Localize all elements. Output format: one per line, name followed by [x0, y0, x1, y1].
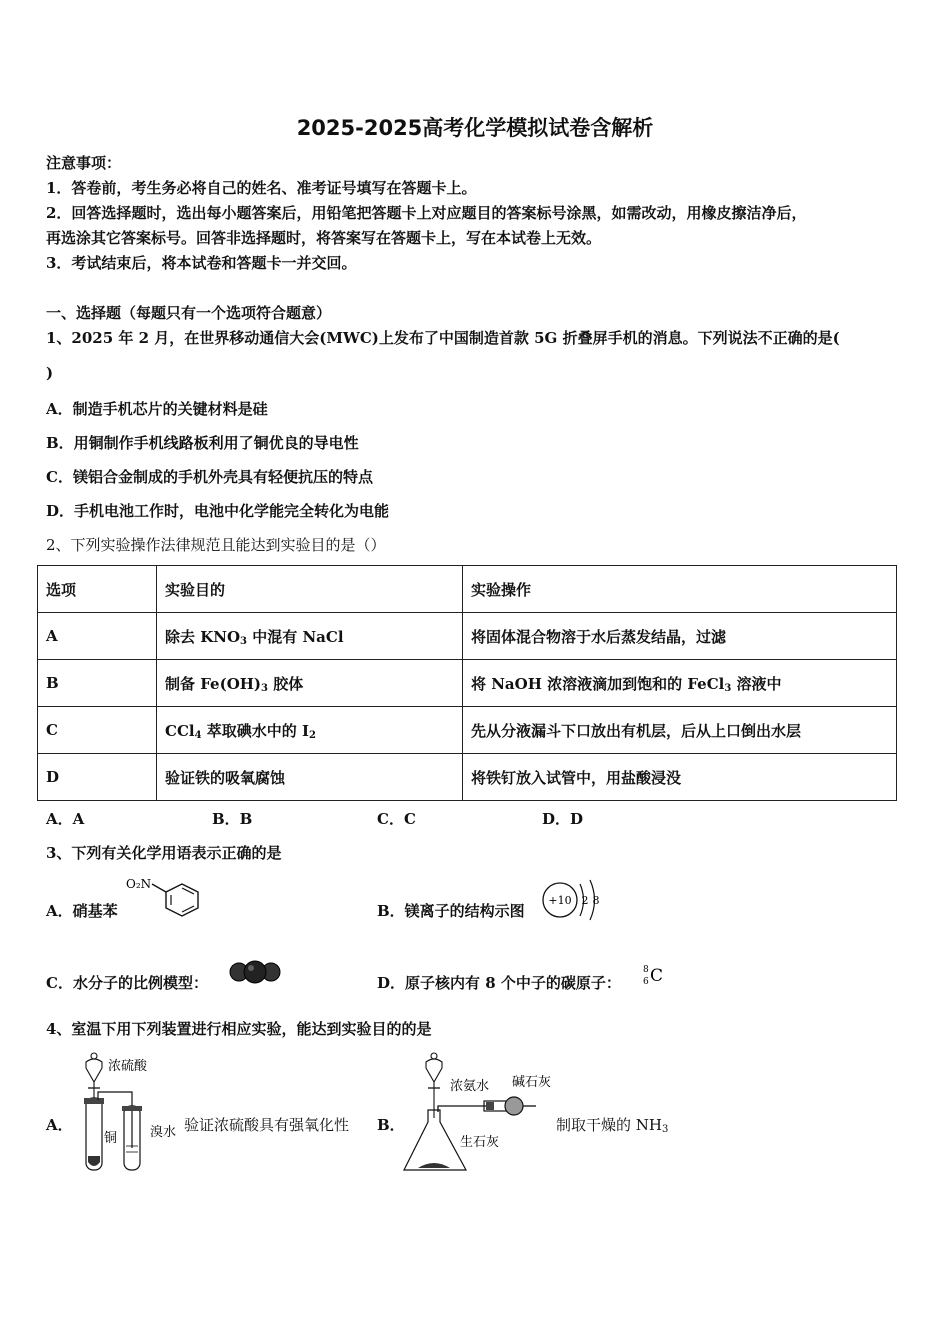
row-goal: 除去 $KNO_3$ 中混有 NaCl — [157, 613, 463, 660]
svg-text:2: 2 — [581, 894, 589, 907]
header-operation: 实验操作 — [463, 566, 897, 613]
q2-answer-d: D．D — [542, 810, 584, 828]
row-operation: 将固体混合物溶于水后蒸发结晶，过滤 — [463, 613, 897, 660]
nitrobenzene-structure — [124, 874, 204, 924]
q2-stem: 2、下列实验操作法律规范且能达到实验目的是（） — [46, 536, 386, 554]
notice-heading: 注意事项： — [46, 154, 122, 172]
q4-option-a-text: 验证浓硫酸具有强氧化性 — [184, 1116, 350, 1134]
q1-option-a: A．制造手机芯片的关键材料是硅 — [46, 400, 268, 418]
svg-text:碱石灰: 碱石灰 — [512, 1075, 552, 1090]
carbon-nuclide-symbol — [640, 962, 670, 988]
row-operation: 将 NaOH 浓溶液滴加到饱和的 FeCl$_3$ 溶液中 — [463, 660, 897, 707]
row-operation: 将铁钉放入试管中，用盐酸浸没 — [463, 754, 897, 801]
row-goal: 制备 $Fe(OH)_3$ 胶体 — [157, 660, 463, 707]
notice-item-3: 3．考试结束后，将本试卷和答题卡一并交回。 — [46, 254, 357, 272]
row-option: D — [38, 754, 157, 801]
table-row — [38, 660, 897, 707]
notice-item-2-cont: 再选涂其它答案标号。回答非选择题时，将答案写在答题卡上，写在本试卷上无效。 — [46, 229, 602, 247]
q2-answer-b: B．B — [212, 810, 253, 828]
apparatus-b-diagram — [404, 1048, 554, 1176]
notice-item-1: 1．答卷前，考生务必将自己的姓名、准考证号填写在答题卡上。 — [46, 179, 477, 197]
svg-text:8: 8 — [592, 894, 600, 907]
table-row — [38, 613, 897, 660]
row-goal: CCl$_4$ 萃取碘水中的 $I_2$ — [157, 707, 463, 754]
q1-stem-end: ) — [46, 364, 54, 382]
header-goal: 实验目的 — [157, 566, 463, 613]
svg-text:O₂N: O₂N — [126, 877, 152, 891]
svg-text:铜: 铜 — [104, 1131, 118, 1146]
q1-stem: 1、2025 年 2 月，在世界移动通信大会(MWC)上发布了中国制造首款 5G 折叠屏手机的消息。下列说法不正确的是( — [46, 329, 840, 347]
row-option: B — [38, 660, 157, 707]
row-goal: 验证铁的吸氧腐蚀 — [157, 754, 463, 801]
row-option: A — [38, 613, 157, 660]
q2-table — [37, 565, 897, 801]
notice-item-2: 2．回答选择题时，选出每小题答案后，用铅笔把答题卡上对应题目的答案标号涂黑，如需改动，用橡皮擦洁净后， — [46, 204, 807, 222]
page-title: 2025-2025高考化学模拟试卷含解析 — [296, 116, 654, 140]
q2-answer-c: C．C — [377, 810, 416, 828]
table-row — [38, 707, 897, 754]
q3-option-b: B．镁离子的结构示图 — [377, 902, 525, 920]
svg-text:生石灰: 生石灰 — [460, 1135, 500, 1150]
ion-structure-diagram — [540, 876, 610, 926]
header-option: 选项 — [38, 566, 157, 613]
svg-text:溴水: 溴水 — [150, 1125, 177, 1140]
section-heading: 一、选择题（每题只有一个选项符合题意） — [46, 304, 332, 322]
svg-text:C: C — [650, 966, 664, 986]
table-row — [38, 754, 897, 801]
apparatus-a-diagram — [72, 1048, 182, 1176]
q3-option-a: A．硝基苯 — [46, 902, 118, 920]
q2-answer-a: A．A — [46, 810, 85, 828]
q3-option-c: C．水分子的比例模型： — [46, 974, 208, 992]
table-header-row — [38, 566, 897, 613]
water-molecule-model — [228, 960, 284, 984]
svg-text:6: 6 — [643, 977, 649, 987]
q4-option-b-text: 制取干燥的 $NH_3$ — [556, 1116, 669, 1135]
svg-text:+10: +10 — [548, 894, 572, 907]
q4-stem: 4、室温下用下列装置进行相应实验，能达到实验目的的是 — [46, 1020, 432, 1038]
q1-option-c: C．镁铝合金制成的手机外壳具有轻便抗压的特点 — [46, 468, 373, 486]
q4-option-a-letter: A． — [46, 1116, 73, 1134]
q3-stem: 3、下列有关化学用语表示正确的是 — [46, 844, 282, 862]
row-operation: 先从分液漏斗下口放出有机层，后从上口倒出水层 — [463, 707, 897, 754]
q4-option-b-letter: B． — [377, 1116, 405, 1134]
q1-option-d: D．手机电池工作时，电池中化学能完全转化为电能 — [46, 502, 390, 520]
svg-text:浓硫酸: 浓硫酸 — [108, 1059, 148, 1074]
row-option: C — [38, 707, 157, 754]
svg-text:8: 8 — [643, 965, 649, 975]
q1-option-b: B．用铜制作手机线路板利用了铜优良的导电性 — [46, 434, 359, 452]
q3-option-d: D．原子核内有 8 个中子的碳原子： — [377, 974, 621, 992]
svg-text:浓氨水: 浓氨水 — [450, 1079, 490, 1094]
